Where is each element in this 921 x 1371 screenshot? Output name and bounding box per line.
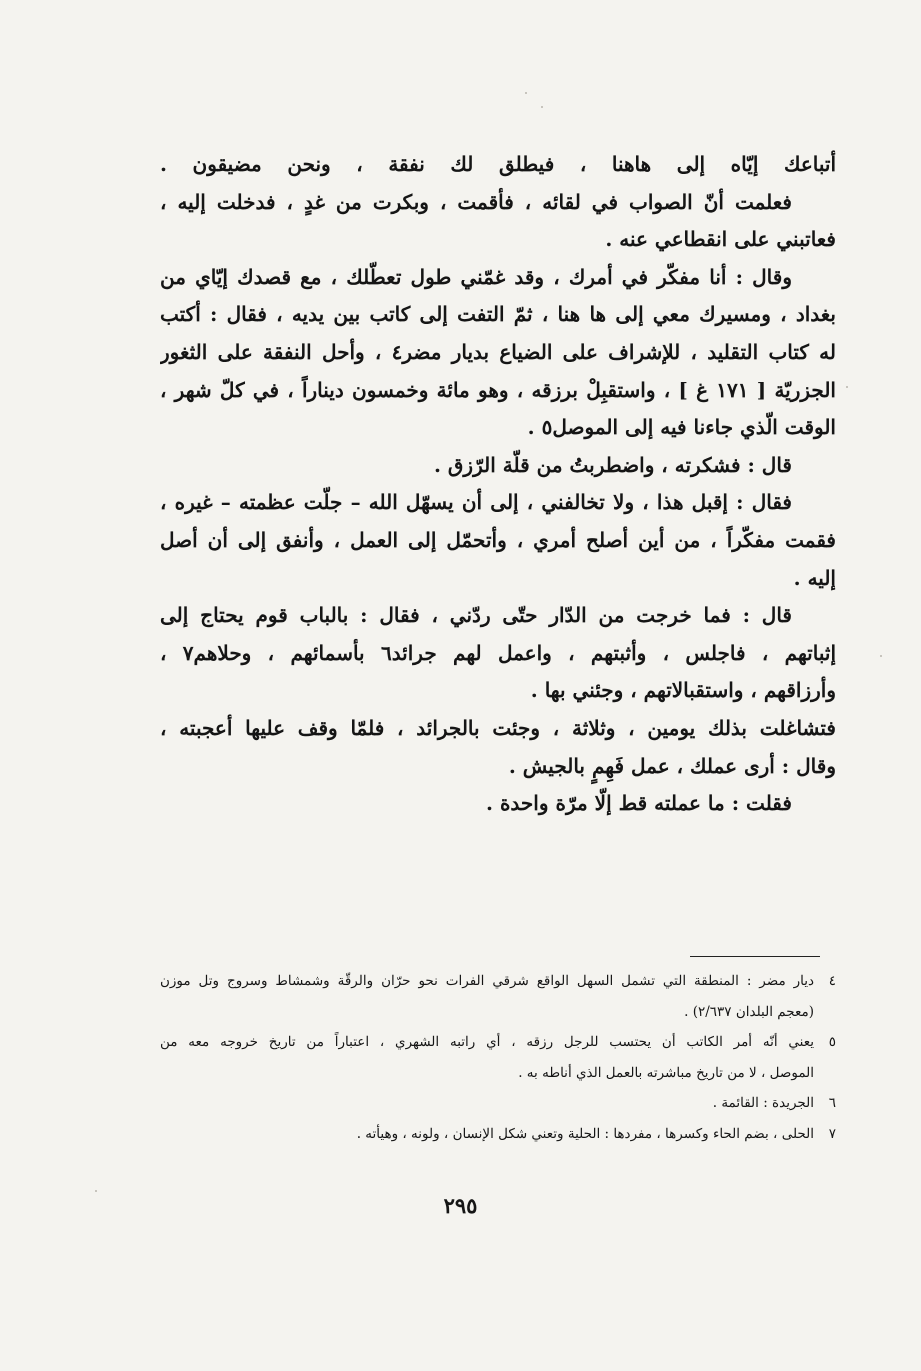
text-line: له كتاب التقليد ، للإشراف على الضياع بديار مضر٤ ، وأحل النفقة على الثغور	[160, 339, 836, 364]
footnote-number: ٧	[828, 1125, 836, 1142]
footnote	[160, 1088, 836, 1119]
text-line: الوقت الّذي جاءنا فيه إلى الموصل٥ .	[527, 415, 836, 440]
paper-speck	[880, 655, 882, 657]
text-line: الجزريّة [ ١٧١ غ ] ، واستقبِلْ برزقه ، وهو مائة وخمسون ديناراً ، في كلّ شهر ،	[160, 377, 836, 402]
footnote-line: (معجم البلدان ٢/٦٣٧) .	[684, 1003, 814, 1020]
footnote-line: الموصل ، لا من تاريخ مباشرته بالعمل الذي أناطه به .	[518, 1064, 814, 1081]
paper-speck	[95, 1190, 97, 1192]
footnotes	[160, 966, 836, 1149]
footnote-line	[160, 1119, 836, 1150]
text-line: أتباعك إيّاه إلى هاهنا ، فيطلق لك نفقة ، ونحن مضيقون .	[160, 152, 836, 176]
footnote-text: يعني أنّه أمر الكاتب أن يحتسب للرجل رزقه ، أي راتبه الشهري ، اعتباراً من تاريخ خروجه معه من	[160, 1034, 814, 1050]
text-line: فقمت مفكّراً ، من أين أصلح أمري ، وأتحمّل إلى العمل ، وأنفق إلى أن أصل	[160, 527, 836, 552]
text-line: وقال : أنا مفكّر في أمرك ، وقد غمّني طول تعطّلك ، مع قصدك إيّاي من	[160, 264, 792, 289]
page-number: ٢٩٥	[443, 1193, 478, 1218]
footnote-number: ٦	[828, 1095, 836, 1111]
text-line: وقال : أرى عملك ، عمل فَهِمٍ بالجيش .	[508, 753, 836, 778]
paper-speck	[525, 92, 527, 94]
main-text	[160, 146, 836, 823]
paper-speck	[846, 386, 848, 388]
footnote	[160, 1119, 836, 1150]
text-line: وأرزاقهم ، واستقبالاتهم ، وجئني بها .	[530, 678, 836, 703]
text-line: قال : فما خرجت من الدّار حتّى ردّني ، فقال : بالباب قوم يحتاج إلى	[160, 603, 792, 628]
text-line: فتشاغلت بذلك يومين ، وثلاثة ، وجئت بالجرائد ، فلمّا وقف عليها أعجبته ،	[160, 715, 836, 740]
footnote-text: ديار مضر : المنطقة التي تشمل السهل الواقع شرقي الفرات نحو حرّان والرقّة وشمشاط وسروج وتل موزن	[160, 973, 814, 989]
paper-speck	[541, 106, 543, 108]
text-line: فقال : إقبل هذا ، ولا تخالفني ، إلى أن يسهّل الله – جلّت عظمته – غيره ،	[160, 490, 792, 515]
text-line: فعلمت أنّ الصواب في لقائه ، فأقمت ، وبكرت من غدٍ ، فدخلت إليه ،	[160, 189, 792, 214]
text-line: فقلت : ما عملته قط إلّا مرّة واحدة .	[486, 791, 792, 816]
footnote-divider	[690, 956, 820, 957]
footnote-text: الجريدة : القائمة .	[712, 1095, 814, 1111]
text-line: فعاتبني على انقطاعي عنه .	[605, 227, 836, 252]
footnote-number: ٤	[828, 973, 836, 989]
footnote-text: الحلى ، بضم الحاء وكسرها ، مفردها : الحلية وتعني شكل الإنسان ، ولونه ، وهيأته .	[356, 1125, 814, 1142]
footnote-number: ٥	[828, 1034, 836, 1050]
text-line: قال : فشكرته ، واضطربتُ من قلّة الرّزق .	[433, 452, 792, 477]
footnote-line	[160, 966, 836, 997]
footnote	[160, 966, 836, 1027]
footnote-line	[160, 1088, 836, 1119]
text-line: إليه .	[793, 565, 836, 590]
footnote-line	[160, 1027, 836, 1058]
text-line: بغداد ، ومسيرك معي إلى ها هنا ، ثمّ التفت إلى كاتب بين يديه ، فقال : أكتب	[160, 302, 836, 327]
footnote	[160, 1027, 836, 1088]
text-line: إثباتهم ، فاجلس ، وأثبتهم ، واعمل لهم جرائد٦ بأسمائهم ، وحلاهم٧ ،	[160, 640, 836, 665]
